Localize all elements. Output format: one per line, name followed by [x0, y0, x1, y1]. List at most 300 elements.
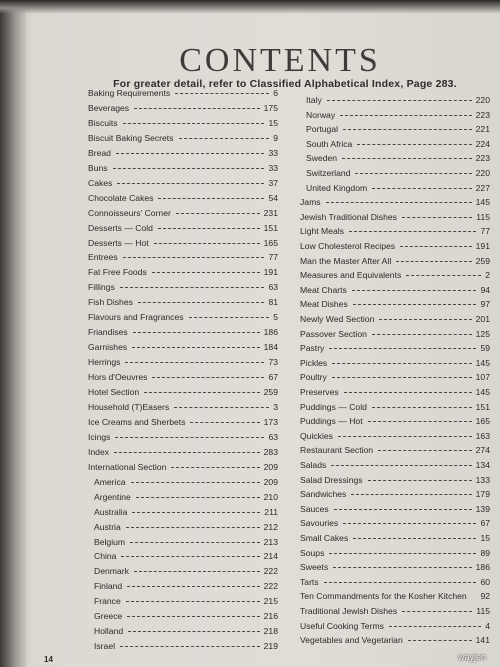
entry-page-number: 139 — [475, 503, 490, 514]
entry-page-number: 216 — [263, 611, 278, 622]
dot-leader — [117, 183, 264, 184]
contents-entry — [88, 580, 278, 592]
contents-entry — [300, 576, 490, 588]
entry-page-number: 5 — [273, 312, 278, 323]
contents-entry — [88, 177, 278, 189]
entry-title: Icings — [88, 431, 111, 442]
dot-leader — [332, 363, 472, 364]
entry-title: Sweden — [306, 153, 338, 164]
contents-entry — [300, 401, 490, 413]
contents-entry — [88, 446, 278, 458]
dot-leader — [329, 553, 476, 554]
entry-page-number: 115 — [476, 211, 490, 222]
dot-leader — [396, 261, 472, 262]
entry-title: Chocolate Cakes — [88, 192, 154, 203]
dot-leader — [132, 347, 260, 348]
entry-page-number: 54 — [268, 192, 278, 203]
dot-leader — [349, 231, 476, 232]
contents-entry — [88, 550, 278, 562]
dot-leader — [351, 494, 472, 495]
contents-entry — [300, 620, 490, 632]
entry-page-number: 163 — [475, 430, 490, 441]
entry-page-number: 210 — [263, 491, 278, 502]
entry-page-number: 175 — [263, 102, 278, 113]
contents-entry — [88, 192, 278, 204]
contents-entry — [88, 132, 278, 144]
entry-title: Connoisseurs' Corner — [88, 207, 171, 218]
dot-leader — [189, 317, 269, 318]
dot-leader — [357, 144, 472, 145]
contents-entry — [300, 474, 490, 486]
entry-title: Ice Creams and Sherbets — [88, 416, 186, 427]
entry-page-number: 213 — [263, 536, 278, 547]
dot-leader — [152, 272, 260, 273]
entry-title: Meat Charts — [300, 284, 347, 295]
entry-page-number: 63 — [268, 431, 278, 442]
entry-title: Pickles — [300, 357, 328, 368]
contents-entry — [300, 342, 490, 354]
entry-page-number: 218 — [263, 626, 278, 637]
entry-page-number: 173 — [263, 416, 278, 427]
contents-entry — [88, 296, 278, 308]
entry-page-number: 223 — [475, 153, 490, 164]
contents-entry — [300, 269, 490, 281]
entry-title: Pastry — [300, 343, 325, 354]
entry-title: Useful Cooking Terms — [300, 620, 384, 631]
entry-title: Biscuit Baking Secrets — [88, 132, 174, 143]
contents-entry — [88, 506, 278, 518]
contents-entry — [88, 117, 278, 129]
entry-page-number: 151 — [475, 401, 490, 412]
entry-title: Tarts — [300, 576, 319, 587]
dot-leader — [344, 392, 472, 393]
entry-title: Man the Master After All — [300, 255, 392, 266]
entry-page-number: 77 — [268, 252, 278, 263]
contents-entry — [300, 123, 490, 135]
contents-entry — [88, 491, 278, 503]
entry-page-number: 212 — [263, 521, 278, 532]
contents-entry — [300, 415, 490, 427]
entry-title: France — [94, 596, 121, 607]
entry-page-number: 259 — [263, 387, 278, 397]
contents-entry — [88, 326, 278, 338]
entry-page-number: 227 — [475, 182, 490, 193]
entry-page-number: 77 — [480, 226, 490, 237]
dot-leader — [158, 198, 264, 199]
entry-title: Passover Section — [300, 328, 367, 339]
entry-page-number: 219 — [263, 641, 278, 652]
entry-title: Holland — [94, 626, 124, 637]
entry-page-number: 215 — [263, 596, 278, 607]
entry-page-number: 222 — [263, 566, 278, 577]
dot-leader — [116, 153, 264, 154]
entry-title: Restaurant Section — [300, 445, 374, 456]
dot-leader — [402, 611, 472, 612]
dot-leader — [343, 523, 476, 524]
entry-page-number: 283 — [263, 446, 278, 457]
contents-entry — [88, 595, 278, 607]
entry-page-number: 223 — [475, 109, 490, 120]
contents-entry — [88, 431, 278, 443]
entry-page-number: 141 — [475, 635, 490, 646]
entry-page-number: 222 — [263, 581, 278, 592]
entry-page-number: 231 — [263, 207, 278, 218]
dot-leader — [327, 100, 472, 101]
entry-page-number: 37 — [268, 177, 278, 188]
contents-entry — [88, 610, 278, 622]
entry-page-number: 145 — [475, 357, 490, 368]
contents-entry — [300, 284, 490, 296]
dot-leader — [127, 586, 260, 587]
entry-title: Sandwiches — [300, 489, 347, 500]
entry-title: Soups — [300, 547, 325, 558]
dot-leader — [114, 452, 260, 453]
contents-entry — [88, 147, 278, 159]
dot-leader — [378, 450, 472, 451]
dot-leader — [126, 527, 260, 528]
entry-page-number: 201 — [475, 314, 490, 324]
contents-entry — [300, 517, 490, 529]
dot-leader — [372, 407, 472, 408]
entry-page-number: 209 — [263, 476, 278, 487]
page-number: 14 — [44, 655, 53, 664]
contents-entry — [300, 430, 490, 442]
contents-entry — [300, 444, 490, 456]
dot-leader — [329, 348, 476, 349]
entry-title: Herrings — [88, 357, 121, 368]
entry-page-number: 59 — [480, 343, 490, 354]
contents-entry — [300, 488, 490, 500]
entry-page-number: 221 — [475, 124, 490, 135]
dot-leader — [368, 421, 472, 422]
entry-page-number: 94 — [480, 284, 490, 295]
dot-leader — [372, 334, 472, 335]
entry-title: United Kingdom — [306, 182, 368, 193]
entry-title: Ten Commandments for the Kosher Kitchen — [300, 591, 467, 602]
dot-leader — [368, 480, 472, 481]
entry-title: Garnishes — [88, 342, 128, 353]
entry-page-number: 191 — [263, 267, 278, 278]
entry-title: Newly Wed Section — [300, 314, 375, 324]
dot-leader — [130, 542, 260, 543]
entry-page-number: 67 — [268, 372, 278, 383]
dot-leader — [372, 188, 472, 189]
contents-entry — [88, 102, 278, 114]
contents-entry — [88, 341, 278, 353]
contents-entry — [300, 371, 490, 383]
index-reference-note: For greater detail, refer to Classified Alphabetical Index, Page 283. — [113, 78, 457, 90]
entry-page-number: 15 — [268, 117, 278, 128]
contents-entry — [300, 196, 490, 208]
contents-entry — [88, 521, 278, 533]
dot-leader — [123, 123, 264, 124]
dot-leader — [353, 538, 476, 539]
entry-page-number: 9 — [273, 132, 278, 143]
entry-title: Household (T)Easers — [88, 401, 170, 412]
entry-title: Salad Dressings — [300, 474, 363, 485]
dot-leader — [400, 246, 472, 247]
dot-leader — [343, 129, 472, 130]
entry-page-number: 184 — [263, 342, 278, 353]
entry-page-number: 165 — [475, 416, 490, 427]
entry-page-number: 33 — [268, 147, 278, 158]
dot-leader — [342, 158, 472, 159]
dot-leader — [120, 287, 264, 288]
contents-entry — [88, 461, 278, 473]
entry-page-number: 151 — [263, 222, 278, 233]
dot-leader — [121, 556, 260, 557]
dot-leader — [133, 332, 260, 333]
entry-title: Low Cholesterol Recipes — [300, 241, 396, 251]
dot-leader — [113, 168, 264, 169]
contents-entry — [300, 313, 490, 325]
entry-title: Portugal — [306, 124, 339, 135]
entry-page-number: 89 — [480, 547, 490, 558]
contents-entry — [88, 311, 278, 323]
contents-entry — [88, 536, 278, 548]
entry-page-number: 209 — [263, 461, 278, 472]
contents-entry — [300, 547, 490, 559]
contents-entry — [88, 222, 278, 234]
entry-page-number: 4 — [485, 620, 490, 631]
entry-title: Small Cakes — [300, 533, 349, 543]
contents-entry — [88, 162, 278, 174]
entry-title: Sauces — [300, 503, 329, 514]
dot-leader — [125, 362, 264, 363]
dot-leader — [134, 571, 260, 572]
entry-title: Fillings — [88, 282, 115, 293]
entry-title: Index — [88, 446, 110, 457]
entry-page-number: 15 — [480, 533, 490, 543]
contents-entry — [88, 401, 278, 413]
book-gutter — [0, 0, 26, 667]
entry-page-number: 60 — [480, 576, 490, 587]
entry-title: Argentine — [94, 491, 131, 502]
contents-entry — [300, 561, 490, 573]
entry-page-number: 115 — [476, 606, 490, 616]
dot-leader — [174, 407, 269, 408]
contents-entry — [88, 207, 278, 219]
dot-leader — [123, 257, 264, 258]
entry-page-number: 145 — [475, 387, 490, 397]
page-title: CONTENTS — [179, 42, 381, 79]
entry-title: America — [94, 476, 126, 487]
dot-leader — [152, 377, 264, 378]
entry-page-number: 107 — [475, 372, 490, 383]
dot-leader — [326, 202, 472, 203]
contents-entry — [300, 109, 490, 121]
dot-leader — [333, 567, 472, 568]
dot-leader — [331, 465, 472, 466]
entry-page-number: 92 — [480, 591, 490, 602]
dot-leader — [338, 436, 472, 437]
entry-page-number: 211 — [264, 506, 278, 517]
entry-title: Poultry — [300, 372, 327, 383]
dot-leader — [120, 646, 260, 647]
contents-entry — [300, 634, 490, 646]
entry-title: Denmark — [94, 566, 129, 577]
entry-title: Preserves — [300, 387, 339, 397]
dot-leader — [128, 631, 260, 632]
dot-leader — [158, 228, 260, 229]
entry-title: Savouries — [300, 518, 339, 529]
dot-leader — [132, 512, 260, 513]
entry-title: Sweets — [300, 562, 329, 573]
dot-leader — [190, 422, 260, 423]
entry-title: Israel — [94, 641, 116, 652]
entry-title: Greece — [94, 611, 123, 622]
dot-leader — [334, 509, 472, 510]
contents-entry — [88, 386, 278, 398]
entry-title: Cakes — [88, 177, 113, 188]
entry-title: Austria — [94, 521, 121, 532]
dot-leader — [134, 108, 260, 109]
entry-title: Jewish Traditional Dishes — [300, 211, 397, 222]
entry-title: Finland — [94, 581, 123, 592]
entry-title: Beverages — [88, 102, 130, 113]
entry-title: Puddings — Hot — [300, 416, 363, 427]
entry-page-number: 134 — [475, 460, 490, 470]
contents-entry — [300, 459, 490, 471]
entry-title: Vegetables and Vegetarian — [300, 635, 403, 646]
entry-page-number: 63 — [268, 282, 278, 293]
entry-title: Switzerland — [306, 168, 351, 178]
entry-page-number: 73 — [268, 357, 278, 368]
entry-page-number: 97 — [480, 299, 490, 310]
entry-title: Puddings — Cold — [300, 401, 367, 412]
entry-title: Desserts — Hot — [88, 237, 149, 248]
dot-leader — [340, 115, 472, 116]
contents-entry — [300, 182, 490, 194]
entry-title: South Africa — [306, 138, 353, 149]
entry-page-number: 33 — [268, 162, 278, 173]
dot-leader — [131, 482, 260, 483]
entry-title: Hors d'Oeuvres — [88, 372, 148, 383]
entry-page-number: 165 — [263, 237, 278, 248]
entry-title: Flavours and Fragrances — [88, 312, 184, 323]
entry-title: Salads — [300, 460, 327, 470]
entry-title: Friandises — [88, 327, 128, 338]
contents-entry — [300, 240, 490, 252]
dot-leader — [144, 392, 260, 393]
dot-leader — [379, 319, 472, 320]
entry-title: Measures and Equivalents — [300, 270, 402, 281]
dot-leader — [175, 93, 269, 94]
entry-title: Baking Requirements — [88, 88, 171, 98]
page-top-shadow — [0, 0, 500, 14]
contents-entry — [88, 416, 278, 428]
contents-entry — [88, 640, 278, 652]
contents-entry — [88, 565, 278, 577]
entry-page-number: 67 — [480, 518, 490, 529]
entry-page-number: 220 — [475, 95, 490, 105]
dot-leader — [324, 582, 476, 583]
entry-title: Jams — [300, 197, 321, 208]
entry-page-number: 274 — [475, 445, 490, 456]
entry-page-number: 3 — [273, 401, 278, 412]
contents-entry — [88, 371, 278, 383]
entry-title: Norway — [306, 109, 336, 120]
dot-leader — [127, 616, 260, 617]
entry-page-number: 2 — [485, 270, 490, 281]
contents-entry — [300, 386, 490, 398]
contents-entry — [88, 625, 278, 637]
contents-entry — [300, 211, 490, 223]
contents-entry — [88, 251, 278, 263]
entry-page-number: 133 — [475, 474, 490, 485]
entry-page-number: 220 — [475, 168, 490, 178]
dot-leader — [126, 601, 260, 602]
dot-leader — [389, 626, 481, 627]
entry-title: Light Meals — [300, 226, 344, 237]
contents-entry — [300, 357, 490, 369]
photo-credit: wayjen — [458, 652, 487, 662]
entry-page-number: 186 — [263, 327, 278, 338]
dot-leader — [402, 217, 472, 218]
dot-leader — [136, 497, 260, 498]
contents-entry — [88, 87, 278, 99]
entry-page-number: 259 — [475, 255, 490, 266]
dot-leader — [332, 377, 472, 378]
entry-page-number: 6 — [273, 88, 278, 98]
entry-page-number: 179 — [475, 489, 490, 500]
entry-title: Quickies — [300, 430, 333, 441]
contents-entry — [88, 237, 278, 249]
dot-leader — [179, 138, 269, 139]
entry-title: Fish Dishes — [88, 297, 133, 308]
entry-page-number: 191 — [475, 241, 490, 251]
dot-leader — [171, 467, 260, 468]
entry-title: International Section — [88, 461, 167, 472]
dot-leader — [138, 302, 264, 303]
contents-entry — [300, 94, 490, 106]
entry-title: Biscuits — [88, 117, 118, 128]
entry-title: Traditional Jewish Dishes — [300, 606, 398, 616]
contents-entry — [300, 152, 490, 164]
entry-title: Bread — [88, 147, 111, 158]
dot-leader — [352, 290, 476, 291]
dot-leader — [353, 304, 476, 305]
dot-leader — [176, 213, 260, 214]
entry-title: Belgium — [94, 536, 126, 547]
entry-page-number: 186 — [475, 562, 490, 573]
contents-entry — [300, 503, 490, 515]
entry-page-number: 81 — [268, 297, 278, 308]
dot-leader — [115, 437, 264, 438]
contents-entry — [88, 476, 278, 488]
contents-entry — [88, 266, 278, 278]
dot-leader — [408, 640, 472, 641]
dot-leader — [406, 275, 481, 276]
contents-entry — [300, 167, 490, 179]
entry-title: China — [94, 551, 117, 562]
dot-leader — [154, 243, 260, 244]
contents-entry — [300, 138, 490, 150]
entry-title: Australia — [94, 506, 128, 517]
entry-page-number: 145 — [475, 197, 490, 208]
contents-entry — [300, 605, 490, 617]
contents-entry — [300, 298, 490, 310]
contents-entry — [300, 590, 490, 602]
entry-title: Fat Free Foods — [88, 267, 147, 278]
dot-leader — [355, 173, 472, 174]
entry-title: Italy — [306, 95, 322, 105]
entry-page-number: 214 — [263, 551, 278, 562]
contents-entry — [300, 328, 490, 340]
contents-entry — [300, 532, 490, 544]
contents-entry — [88, 356, 278, 368]
entry-page-number: 224 — [475, 138, 490, 149]
